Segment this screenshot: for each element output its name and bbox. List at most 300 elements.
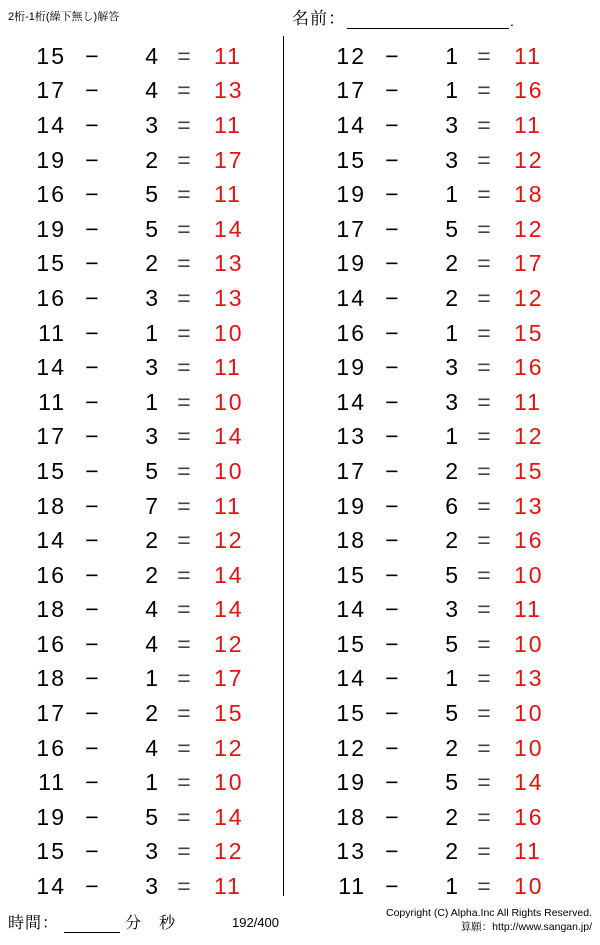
operand-first: 18: [36, 596, 66, 623]
minus-sign: −: [85, 838, 99, 865]
equals-sign: =: [477, 734, 491, 761]
operand-second: 1: [145, 319, 160, 346]
operand-first: 11: [38, 319, 66, 346]
minus-sign: −: [385, 319, 399, 346]
problem-row: [300, 247, 600, 282]
operand-second: 7: [145, 492, 160, 519]
equals-sign: =: [177, 803, 191, 830]
page-title: 2桁-1桁(繰下無し)解答: [8, 11, 120, 23]
equals-sign: =: [177, 77, 191, 104]
problem-row: [0, 800, 283, 835]
answer-value[interactable]: 12: [514, 146, 544, 173]
answer-value[interactable]: 12: [214, 734, 244, 761]
operand-first: 14: [336, 388, 366, 415]
operand-second: 3: [145, 111, 160, 138]
operand-second: 3: [145, 838, 160, 865]
minus-sign: −: [85, 284, 99, 311]
answer-value[interactable]: 12: [214, 838, 244, 865]
operand-second: 1: [145, 388, 160, 415]
problem-row: [0, 385, 283, 420]
operand-first: 18: [336, 527, 366, 554]
operand-first: 19: [36, 215, 66, 242]
operand-first: 14: [336, 596, 366, 623]
equals-sign: =: [177, 734, 191, 761]
equals-sign: =: [177, 319, 191, 346]
operand-first: 18: [36, 665, 66, 692]
minus-sign: −: [385, 77, 399, 104]
equals-sign: =: [477, 215, 491, 242]
answer-value[interactable]: 10: [514, 873, 544, 900]
operand-second: 5: [145, 803, 160, 830]
equals-sign: =: [477, 181, 491, 208]
operand-first: 15: [36, 42, 66, 69]
operand-first: 16: [36, 561, 66, 588]
problem-row: [0, 662, 283, 697]
operand-second: 4: [145, 630, 160, 657]
operand-second: 2: [145, 146, 160, 173]
operand-first: 17: [36, 700, 66, 727]
equals-sign: =: [477, 596, 491, 623]
problem-row: [0, 281, 283, 316]
operand-first: 14: [336, 665, 366, 692]
problem-row: [0, 454, 283, 489]
problem-row: [300, 765, 600, 800]
equals-sign: =: [177, 873, 191, 900]
equals-sign: =: [177, 769, 191, 796]
answer-value[interactable]: 13: [214, 250, 244, 277]
problem-row: [300, 800, 600, 835]
operand-second: 2: [145, 700, 160, 727]
operand-first: 19: [36, 803, 66, 830]
operand-first: 16: [36, 284, 66, 311]
operand-second: 2: [445, 838, 460, 865]
operand-first: 19: [36, 146, 66, 173]
operand-first: 16: [36, 734, 66, 761]
answer-value[interactable]: 11: [214, 42, 242, 69]
problem-column-right: [283, 36, 600, 898]
problem-row: [300, 627, 600, 662]
operand-second: 3: [145, 423, 160, 450]
problem-row: [0, 489, 283, 524]
answer-value[interactable]: 16: [514, 803, 544, 830]
minus-sign: −: [385, 388, 399, 415]
answer-value[interactable]: 13: [214, 284, 244, 311]
operand-first: 16: [36, 630, 66, 657]
problem-row: [300, 316, 600, 351]
problem-row: [300, 420, 600, 455]
equals-sign: =: [477, 527, 491, 554]
minus-sign: −: [385, 838, 399, 865]
minus-sign: −: [385, 769, 399, 796]
answer-value[interactable]: 16: [514, 77, 544, 104]
operand-first: 15: [336, 146, 366, 173]
equals-sign: =: [177, 181, 191, 208]
minus-sign: −: [385, 873, 399, 900]
equals-sign: =: [477, 354, 491, 381]
answer-value[interactable]: 11: [214, 873, 242, 900]
answer-value[interactable]: 11: [514, 838, 542, 865]
answer-value[interactable]: 14: [214, 803, 244, 830]
operand-second: 5: [145, 457, 160, 484]
problem-row: [300, 523, 600, 558]
operand-second: 1: [445, 181, 460, 208]
equals-sign: =: [477, 492, 491, 519]
answer-value[interactable]: 10: [214, 769, 244, 796]
problem-row: [0, 593, 283, 628]
problem-row: [300, 558, 600, 593]
page-footer: [0, 897, 600, 945]
page-header: [0, 0, 600, 34]
equals-sign: =: [477, 42, 491, 69]
equals-sign: =: [177, 665, 191, 692]
equals-sign: =: [477, 769, 491, 796]
operand-second: 5: [145, 181, 160, 208]
equals-sign: =: [177, 492, 191, 519]
copyright-text: Copyright (C) Alpha.Inc All Rights Reserved.: [385, 907, 592, 919]
problem-row: [300, 835, 600, 870]
minus-sign: −: [85, 700, 99, 727]
operand-second: 1: [145, 665, 160, 692]
name-input[interactable]: [347, 9, 509, 29]
minus-sign: −: [385, 181, 399, 208]
minus-sign: −: [385, 630, 399, 657]
problem-row: [300, 696, 600, 731]
answer-value[interactable]: 12: [514, 423, 544, 450]
operand-second: 6: [445, 492, 460, 519]
minus-sign: −: [85, 769, 99, 796]
operand-second: 5: [445, 769, 460, 796]
problem-row: [300, 281, 600, 316]
answer-value[interactable]: 14: [214, 561, 244, 588]
problem-row: [0, 731, 283, 766]
operand-first: 17: [336, 77, 366, 104]
equals-sign: =: [177, 284, 191, 311]
operand-second: 3: [445, 111, 460, 138]
operand-second: 1: [445, 77, 460, 104]
equals-sign: =: [477, 630, 491, 657]
operand-second: 1: [445, 319, 460, 346]
problem-row: [0, 350, 283, 385]
answer-value[interactable]: 17: [514, 250, 544, 277]
operand-second: 1: [145, 769, 160, 796]
answer-value[interactable]: 17: [214, 146, 244, 173]
problem-row: [300, 662, 600, 697]
equals-sign: =: [177, 250, 191, 277]
operand-first: 14: [36, 354, 66, 381]
name-colon: ：: [328, 9, 345, 28]
operand-second: 5: [445, 630, 460, 657]
equals-sign: =: [177, 388, 191, 415]
operand-second: 1: [445, 423, 460, 450]
problem-row: [300, 731, 600, 766]
problem-row: [0, 765, 283, 800]
equals-sign: =: [177, 630, 191, 657]
answer-value[interactable]: 13: [514, 665, 544, 692]
minus-sign: −: [385, 250, 399, 277]
operand-second: 4: [145, 734, 160, 761]
operand-first: 13: [336, 838, 366, 865]
minus-sign: −: [85, 423, 99, 450]
problem-row: [0, 627, 283, 662]
operand-second: 1: [445, 873, 460, 900]
operand-second: 5: [445, 215, 460, 242]
operand-first: 14: [336, 284, 366, 311]
equals-sign: =: [477, 284, 491, 311]
minus-sign: −: [85, 215, 99, 242]
equals-sign: =: [477, 873, 491, 900]
problem-row: [0, 177, 283, 212]
answer-value[interactable]: 17: [214, 665, 244, 692]
answer-value[interactable]: 14: [214, 423, 244, 450]
problem-row: [300, 350, 600, 385]
minus-sign: −: [385, 492, 399, 519]
answer-value[interactable]: 10: [514, 734, 544, 761]
equals-sign: =: [177, 423, 191, 450]
equals-sign: =: [177, 527, 191, 554]
answer-value[interactable]: 13: [214, 77, 244, 104]
name-label: 名前: [292, 9, 328, 28]
answer-value[interactable]: 12: [514, 215, 544, 242]
equals-sign: =: [177, 457, 191, 484]
equals-sign: =: [177, 700, 191, 727]
operand-second: 2: [445, 250, 460, 277]
minus-sign: −: [85, 77, 99, 104]
equals-sign: =: [477, 803, 491, 830]
operand-second: 2: [445, 457, 460, 484]
minus-sign: −: [85, 734, 99, 761]
answer-value[interactable]: 10: [214, 319, 244, 346]
operand-first: 14: [36, 527, 66, 554]
answer-value[interactable]: 11: [514, 42, 542, 69]
answer-value[interactable]: 11: [214, 111, 242, 138]
operand-first: 19: [336, 181, 366, 208]
minus-sign: −: [85, 561, 99, 588]
operand-second: 2: [445, 527, 460, 554]
minutes-input[interactable]: [64, 915, 120, 933]
operand-first: 12: [336, 42, 366, 69]
problem-row: [0, 835, 283, 870]
operand-first: 19: [336, 250, 366, 277]
answer-value[interactable]: 11: [514, 596, 542, 623]
operand-first: 11: [38, 769, 66, 796]
minus-sign: −: [85, 630, 99, 657]
minus-sign: −: [85, 250, 99, 277]
problem-row: [0, 316, 283, 351]
operand-second: 2: [145, 527, 160, 554]
problem-row: [0, 558, 283, 593]
problem-row: [300, 74, 600, 109]
equals-sign: =: [477, 388, 491, 415]
operand-first: 16: [36, 181, 66, 208]
problem-row: [300, 489, 600, 524]
minus-sign: −: [85, 665, 99, 692]
operand-first: 17: [336, 215, 366, 242]
answer-value[interactable]: 11: [514, 388, 542, 415]
problem-row: [0, 212, 283, 247]
equals-sign: =: [477, 838, 491, 865]
operand-second: 3: [445, 596, 460, 623]
operand-second: 4: [145, 77, 160, 104]
answer-value[interactable]: 12: [514, 284, 544, 311]
operand-second: 3: [145, 354, 160, 381]
operand-second: 2: [445, 803, 460, 830]
answer-value[interactable]: 16: [514, 527, 544, 554]
answer-value[interactable]: 12: [214, 527, 244, 554]
problem-row: [300, 593, 600, 628]
name-field-group: [292, 4, 514, 29]
problem-row: [300, 39, 600, 74]
problem-row: [300, 385, 600, 420]
minus-sign: −: [385, 527, 399, 554]
equals-sign: =: [477, 457, 491, 484]
equals-sign: =: [477, 77, 491, 104]
minus-sign: −: [85, 181, 99, 208]
answer-value[interactable]: 11: [214, 492, 242, 519]
problem-row: [0, 74, 283, 109]
operand-second: 2: [145, 250, 160, 277]
operand-second: 3: [145, 873, 160, 900]
operand-first: 13: [336, 423, 366, 450]
equals-sign: =: [177, 146, 191, 173]
operand-first: 15: [336, 700, 366, 727]
minus-sign: −: [85, 111, 99, 138]
operand-first: 11: [338, 873, 366, 900]
minus-sign: −: [385, 354, 399, 381]
equals-sign: =: [177, 561, 191, 588]
minus-sign: −: [85, 146, 99, 173]
problem-row: [300, 143, 600, 178]
minus-sign: −: [385, 561, 399, 588]
equals-sign: =: [477, 700, 491, 727]
operand-first: 15: [336, 630, 366, 657]
answer-value[interactable]: 14: [214, 215, 244, 242]
equals-sign: =: [477, 665, 491, 692]
problem-row: [300, 212, 600, 247]
minus-sign: −: [385, 665, 399, 692]
answer-value[interactable]: 13: [514, 492, 544, 519]
answer-value[interactable]: 10: [514, 561, 544, 588]
answer-value[interactable]: 12: [214, 630, 244, 657]
page-number: 192/400: [232, 915, 279, 930]
equals-sign: =: [477, 146, 491, 173]
operand-second: 5: [445, 561, 460, 588]
operand-first: 14: [336, 111, 366, 138]
operand-second: 3: [445, 388, 460, 415]
equals-sign: =: [177, 596, 191, 623]
time-field-group: [8, 910, 175, 933]
equals-sign: =: [477, 319, 491, 346]
minus-sign: −: [385, 803, 399, 830]
answer-value[interactable]: 18: [514, 181, 544, 208]
problem-row: [0, 696, 283, 731]
seconds-unit-label: 秒: [159, 915, 176, 932]
equals-sign: =: [177, 42, 191, 69]
answer-value[interactable]: 15: [514, 319, 544, 346]
operand-second: 2: [445, 734, 460, 761]
operand-second: 3: [145, 284, 160, 311]
minus-sign: −: [85, 596, 99, 623]
minus-sign: −: [85, 354, 99, 381]
problem-row: [0, 523, 283, 558]
problem-row: [0, 108, 283, 143]
operand-first: 19: [336, 354, 366, 381]
answer-value[interactable]: 10: [214, 457, 244, 484]
operand-first: 19: [336, 769, 366, 796]
operand-second: 1: [445, 42, 460, 69]
answer-value[interactable]: 14: [214, 596, 244, 623]
minutes-unit-label: 分: [125, 915, 142, 932]
operand-first: 15: [336, 561, 366, 588]
equals-sign: =: [477, 111, 491, 138]
operand-first: 18: [36, 492, 66, 519]
minus-sign: −: [85, 388, 99, 415]
problem-row: [300, 177, 600, 212]
answer-value[interactable]: 10: [514, 630, 544, 657]
operand-second: 1: [445, 665, 460, 692]
operand-first: 17: [336, 457, 366, 484]
problem-column-left: [0, 36, 283, 898]
operand-first: 15: [36, 838, 66, 865]
answer-value[interactable]: 10: [214, 388, 244, 415]
minus-sign: −: [385, 146, 399, 173]
equals-sign: =: [477, 423, 491, 450]
operand-second: 3: [445, 146, 460, 173]
problem-columns: [0, 36, 600, 898]
minus-sign: −: [85, 457, 99, 484]
operand-first: 17: [36, 423, 66, 450]
operand-second: 4: [145, 596, 160, 623]
operand-first: 19: [336, 492, 366, 519]
minus-sign: −: [385, 734, 399, 761]
name-period: .: [510, 13, 514, 29]
operand-second: 5: [445, 700, 460, 727]
operand-first: 15: [36, 457, 66, 484]
minus-sign: −: [85, 527, 99, 554]
minus-sign: −: [385, 596, 399, 623]
operand-second: 3: [445, 354, 460, 381]
minus-sign: −: [85, 873, 99, 900]
minus-sign: −: [85, 42, 99, 69]
minus-sign: −: [385, 111, 399, 138]
operand-second: 2: [145, 561, 160, 588]
answer-value[interactable]: 11: [214, 181, 242, 208]
answer-value[interactable]: 11: [214, 354, 242, 381]
equals-sign: =: [177, 111, 191, 138]
minus-sign: −: [85, 492, 99, 519]
operand-first: 16: [336, 319, 366, 346]
answer-value[interactable]: 16: [514, 354, 544, 381]
minus-sign: −: [385, 284, 399, 311]
minus-sign: −: [385, 457, 399, 484]
minus-sign: −: [385, 423, 399, 450]
site-url-text: 算願：http://www.sangan.jp/: [460, 921, 592, 933]
problem-row: [300, 108, 600, 143]
minus-sign: −: [85, 803, 99, 830]
minus-sign: −: [85, 319, 99, 346]
equals-sign: =: [177, 354, 191, 381]
answer-value[interactable]: 14: [514, 769, 544, 796]
operand-first: 11: [38, 388, 66, 415]
operand-first: 14: [36, 873, 66, 900]
answer-value[interactable]: 10: [514, 700, 544, 727]
problem-row: [300, 454, 600, 489]
operand-second: 2: [445, 284, 460, 311]
answer-value[interactable]: 15: [214, 700, 244, 727]
answer-value[interactable]: 15: [514, 457, 544, 484]
operand-first: 17: [36, 77, 66, 104]
answer-value[interactable]: 11: [514, 111, 542, 138]
operand-first: 18: [336, 803, 366, 830]
